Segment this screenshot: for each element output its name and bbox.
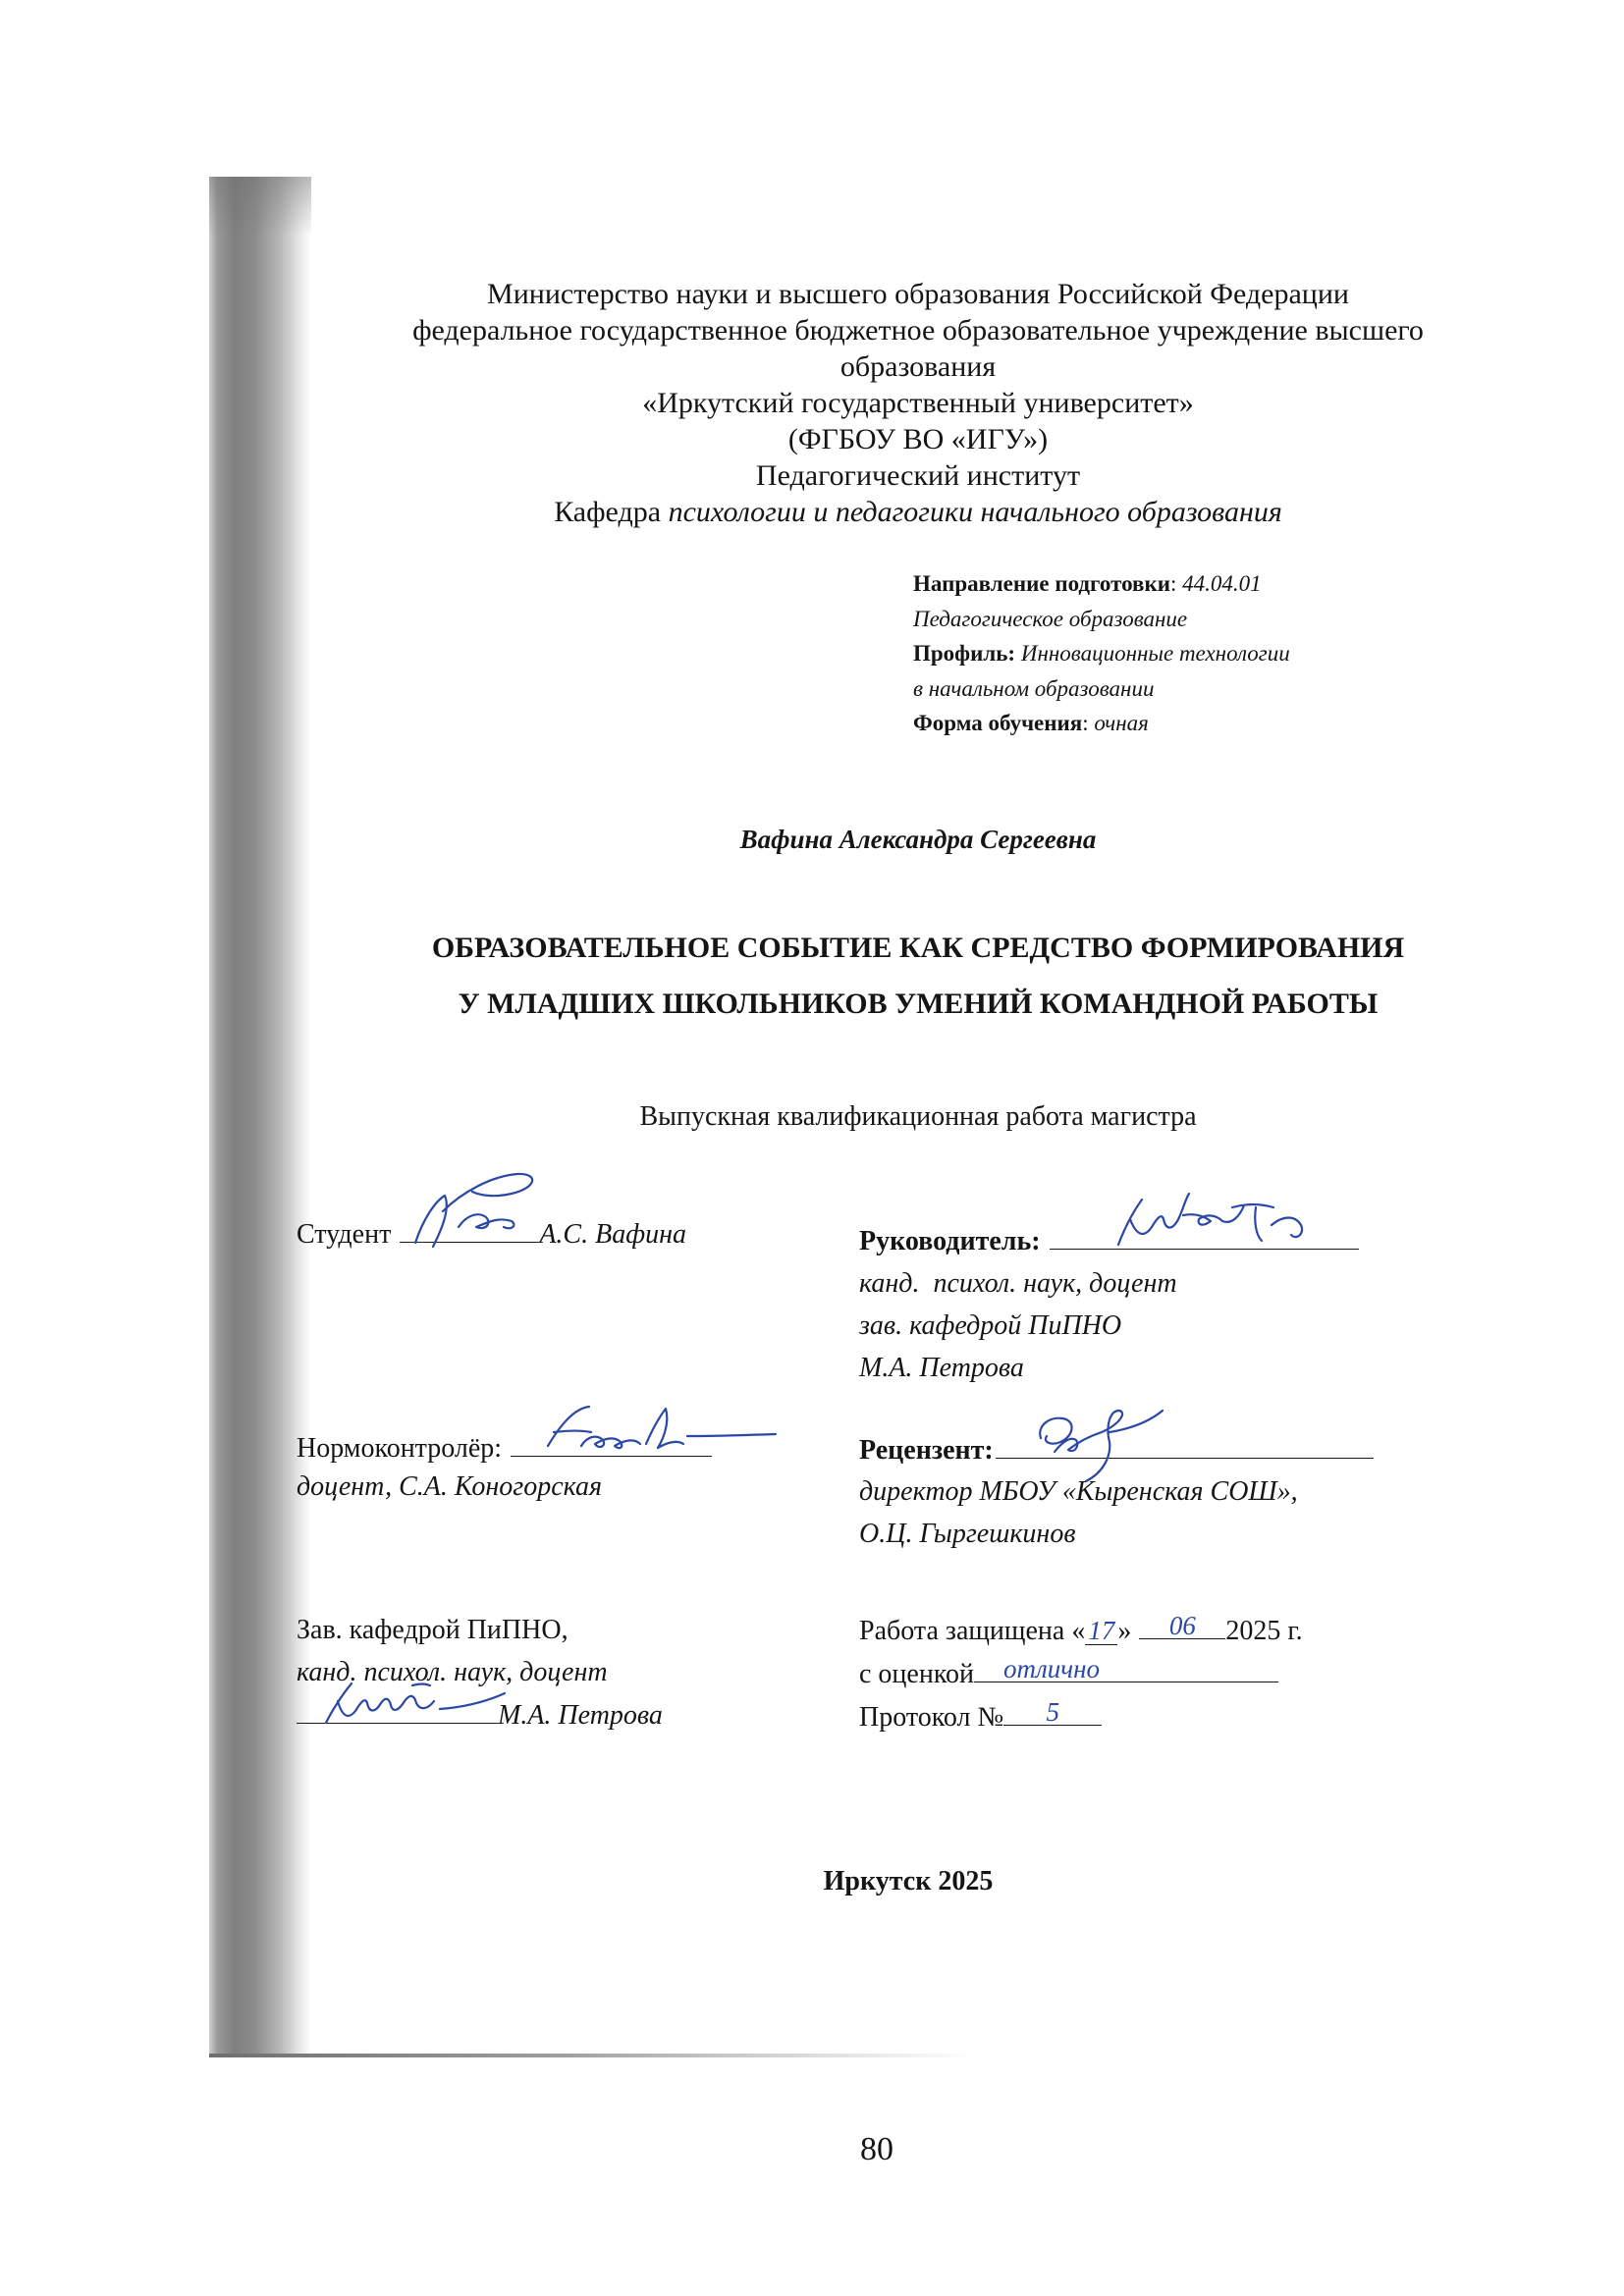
normocontroller-label: Нормоконтролёр: <box>297 1433 503 1464</box>
ministry-line: Министерство науки и высшего образования Российской Федерации <box>487 278 1349 310</box>
normocontroller-details <box>297 1468 602 1507</box>
defense-day: 17 <box>1085 1617 1117 1645</box>
student-label: Студент <box>297 1219 392 1250</box>
grade-label: с оценкой <box>859 1659 974 1689</box>
reviewer-position-text: директор МБОУ «Кыренская СОШ», <box>859 1476 1298 1507</box>
grade-blank <box>974 1652 1278 1682</box>
department-prefix: Кафедра <box>554 496 662 528</box>
direction-separator: : <box>1169 571 1177 596</box>
student-signature <box>402 1162 549 1255</box>
reviewer-name <box>859 1514 1298 1556</box>
head-name: М.А. Петрова <box>498 1700 663 1731</box>
institution-type-line-cont: образования <box>839 350 997 383</box>
study-form-separator: : <box>1082 711 1089 735</box>
city-year: Иркутск 2025 <box>823 1866 994 1896</box>
defense-date-close-quote: » <box>1117 1616 1132 1646</box>
supervisor-position-text: зав. кафедрой ПиПНО <box>859 1310 1122 1341</box>
thesis-title-line-1: ОБРАЗОВАТЕЛЬНОЕ СОБЫТИЕ КАК СРЕДСТВО ФОРМИРОВАНИЯ <box>431 932 1405 964</box>
defense-info <box>859 1609 1303 1738</box>
protocol-blank <box>1003 1695 1102 1726</box>
protocol-line <box>859 1695 1303 1738</box>
supervisor-position <box>859 1305 1177 1347</box>
reviewer-label: Рецензент: <box>859 1435 994 1466</box>
thesis-title <box>295 920 1542 1032</box>
profile-label: Профиль: <box>913 641 1016 666</box>
supervisor-degree <box>859 1262 1177 1305</box>
profile-line <box>913 636 1290 671</box>
study-form-label: Форма обучения <box>913 711 1083 735</box>
direction-name: Педагогическое образование <box>913 606 1188 631</box>
university-abbreviation: (ФГБОУ ВО «ИГУ») <box>787 423 1049 455</box>
normocontroller-signature <box>530 1387 785 1466</box>
program-info <box>913 566 1290 741</box>
defense-year: 2025 г. <box>1225 1616 1303 1646</box>
thesis-title-line-2: У МЛАДШИХ ШКОЛЬНИКОВ УМЕНИЙ КОМАНДНОЙ РАБОТЫ <box>458 988 1379 1020</box>
head-signature-blank <box>297 1693 498 1724</box>
direction-name-line <box>913 602 1290 637</box>
protocol-label: Протокол № <box>859 1702 1004 1733</box>
direction-code: 44.04.01 <box>1182 571 1262 596</box>
direction-line <box>913 566 1290 602</box>
reviewer-signature-blank <box>996 1428 1374 1459</box>
normocontroller-signature-blank <box>511 1426 712 1457</box>
profile-value-cont: в начальном образовании <box>913 675 1155 701</box>
grade-line <box>859 1652 1303 1695</box>
reviewer-name-text: О.Ц. Гыргешкинов <box>859 1518 1076 1549</box>
defense-month: 06 <box>1168 1611 1196 1640</box>
department-line <box>295 494 1542 530</box>
direction-label: Направление подготовки <box>913 571 1170 596</box>
institution-header <box>295 276 1542 530</box>
reviewer-details <box>859 1471 1298 1555</box>
study-form-value: очная <box>1094 711 1149 735</box>
work-type: Выпускная квалификационная работа магистра <box>639 1101 1197 1132</box>
protocol-number: 5 <box>1046 1697 1059 1727</box>
institution-type-line: федеральное государственное бюджетное образовательное учреждение высшего <box>412 314 1424 347</box>
supervisor-signature-blank <box>1050 1219 1359 1250</box>
department-name: психологии и педагогики начального образования <box>668 496 1282 528</box>
reviewer-row <box>859 1428 1374 1470</box>
defense-date-line <box>859 1609 1303 1652</box>
grade-value: отлично <box>1003 1654 1101 1683</box>
head-of-department <box>297 1609 663 1736</box>
institute-name: Педагогический институт <box>755 459 1081 492</box>
supervisor-name <box>859 1347 1177 1389</box>
defense-month-blank <box>1139 1609 1225 1639</box>
supervisor-details <box>859 1262 1177 1389</box>
profile-value: Инновационные технологии <box>1020 641 1290 666</box>
profile-line-cont <box>913 671 1290 707</box>
head-signature <box>318 1672 514 1731</box>
scan-binding-shadow-top <box>209 177 311 236</box>
defense-date-prefix: Работа защищена « <box>859 1616 1086 1646</box>
student-row <box>297 1212 686 1255</box>
head-signature-row <box>297 1693 663 1736</box>
page-number: 80 <box>860 2131 893 2167</box>
supervisor-row <box>859 1219 1359 1261</box>
supervisor-signature <box>1109 1186 1403 1255</box>
supervisor-degree-text: канд. психол. наук, доцент <box>859 1268 1177 1299</box>
reviewer-position <box>859 1471 1298 1514</box>
student-signature-blank <box>400 1212 539 1243</box>
supervisor-name-text: М.А. Петрова <box>859 1353 1024 1383</box>
student-name: А.С. Вафина <box>539 1219 686 1250</box>
scan-bottom-edge <box>209 2054 975 2057</box>
normocontroller-row <box>297 1426 712 1468</box>
supervisor-label: Руководитель: <box>859 1226 1041 1256</box>
head-degree-text: канд. психол. наук, доцент <box>297 1657 608 1687</box>
normocontroller-position-name: доцент, С.А. Коногорская <box>297 1471 603 1502</box>
head-position: Зав. кафедрой ПиПНО, <box>297 1615 568 1645</box>
study-form-line <box>913 706 1290 741</box>
university-name: «Иркутский государственный университет» <box>642 387 1194 419</box>
author-name: Вафина Александра Сергеевна <box>739 825 1097 854</box>
